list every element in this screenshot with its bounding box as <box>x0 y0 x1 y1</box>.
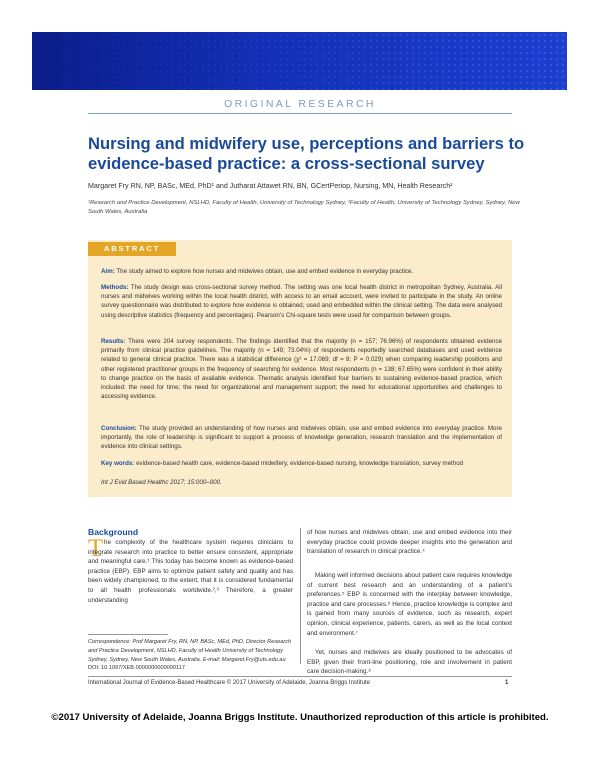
column-divider <box>300 528 301 664</box>
footer-rule <box>88 676 512 677</box>
drop-cap: T <box>88 535 104 562</box>
abstract-results <box>101 337 502 401</box>
conclusion-text: The study provided an understanding of how nurses and midwives obtain, use and embed evidence into everyday practice. More importantly, the role of leadership is significant to support a process of knowledge generation, research translation and the implementation of evidence into clinical settings. <box>101 425 502 451</box>
methods-text: The study design was cross-sectional survey method. The setting was one local health district in metropolitan Sydney, Australia. All nurses and midwives working within the local health district, with access to an email account, were invited to participate in the study. An online survey questionnaire was distributed to explore how evidence is obtained, used and embedded within the clinical setting. The data were analysed using descriptive statistics (frequency and percentages). Pearson’s Chi-square tests were used for comparison between groups. <box>101 284 503 319</box>
correspondence <box>88 638 293 673</box>
article-title: Nursing and midwifery use, perceptions and barriers to evidence-based practice: a cross-sectional survey <box>88 134 525 173</box>
keywords-text: evidence-based health care, evidence-based midwifery, evidence-based nursing, knowledge translation, survey method <box>136 460 464 467</box>
section-label: ORIGINAL RESEARCH <box>224 98 376 110</box>
aim-text: The study aimed to explore how nurses and midwives obtain, use and embed evidence in everyday practice. <box>116 268 414 275</box>
abstract-heading: ABSTRACT <box>103 244 161 253</box>
keywords-label: Key words: <box>101 460 135 467</box>
aim-label: Aim: <box>101 268 115 275</box>
correspondence-rule <box>88 634 168 635</box>
results-text: There were 204 survey respondents. The findings identified that the majority (n = 157; 76.96%) of respondents obtained evidence primarily from clinical practice guidelines. The majority (n = 149; 73.04%) of respondents reportedly searched databases and used evidence related to general clinical practice. There was a statistical difference (χ² = 17.069; df = 8; P = 0.029) when comparing leadership positions and other registered practitioner groups in the frequency of searching for evidence. Most respondents (n = 138; 67.65%) were confident in their ability to change practice on the basis of available evidence. Thematic analysis identified four barriers to sustaining evidence-based practice, which included: the need for time; the need for organizational and management support; the need for educational opportunities and challenges to accessing evidence. <box>101 338 503 401</box>
body-right-p3: Yet, nurses and midwives are ideally positioned to be advocates of EBP, given their front-line positioning, role and involvement in patient care decision-making.⁸ <box>307 649 512 676</box>
body-left-column: he complexity of the healthcare system requires clinicians to integrate research into practice to better ensure consistent, appropriate and meaningful care.¹ This today has become known as evidence-based practice (EBP). EBP aims to optimize patient safety and quality and has been widely championed, to the extent, that it is considered fundamental to all health professionals worldwide.²,³ Therefore, a greater understanding <box>88 539 293 604</box>
page-number: 1 <box>505 680 509 686</box>
correspondence-text: Correspondence: Prof Margaret Fry, RN, NP, BASc, MEd, PhD, Director Research and Practice Development, NSLHD, Faculty of Health University of Technology Sydney, Sydney, New South Wales, Australia. E-mail: Margaret.Fry@uts.edu.au <box>88 639 292 663</box>
footer-journal: International Journal of Evidence-Based Healthcare © 2017 University of Adelaide, Joanna Briggs Institute <box>88 680 370 686</box>
copyright-notice: ©2017 University of Adelaide, Joanna Briggs Institute. Unauthorized reproduction of this article is prohibited. <box>51 712 549 723</box>
body-right-p1: of how nurses and midwives obtain, use and embed evidence into their everyday practice could provide deeper insights into the generation and translation of research in clinical practice.⁴ <box>307 529 512 556</box>
authors: Margaret Fry RN, NP, BASc, MEd, PhD¹ and Jutharat Attawet RN, BN, GCertPeriop, Nursing, MN, Health Research² <box>88 182 453 190</box>
affiliations: ¹Research and Practice Development, NSLHD, Faculty of Health, University of Technology Sydney, ²Faculty of Health, University of Technology Sydney, Sydney, New South Wales, Australia <box>88 200 520 215</box>
header-banner <box>32 32 567 90</box>
body-right-p2: Making well informed decisions about patient care requires knowledge of current best research and an understanding of a patient’s preferences.⁵ EBP is concerned with the interplay between knowledge, practice and care processes.⁶ Hence, practice knowledge is complex and is gained from many sources of evidence, such as research, expert opinion, clinical experience, patients, carers, as well as the local context and environment.⁷ <box>307 572 512 637</box>
abstract-tab <box>88 242 176 256</box>
abstract-conclusion <box>101 424 502 452</box>
banner-pattern <box>32 32 567 90</box>
methods-label: Methods: <box>101 284 129 291</box>
abstract-aim <box>101 267 502 276</box>
abstract-methods <box>101 283 502 320</box>
abstract-keywords <box>101 459 502 468</box>
section-rule <box>88 113 512 114</box>
background-heading: Background <box>88 527 139 537</box>
results-label: Results: <box>101 338 126 345</box>
conclusion-label: Conclusion: <box>101 425 137 432</box>
doi: DOI: 10.1097/XEB.0000000000000117 <box>88 665 185 672</box>
journal-reference: Int J Evid Based Healthc 2017; 15:000–000. <box>101 479 222 486</box>
